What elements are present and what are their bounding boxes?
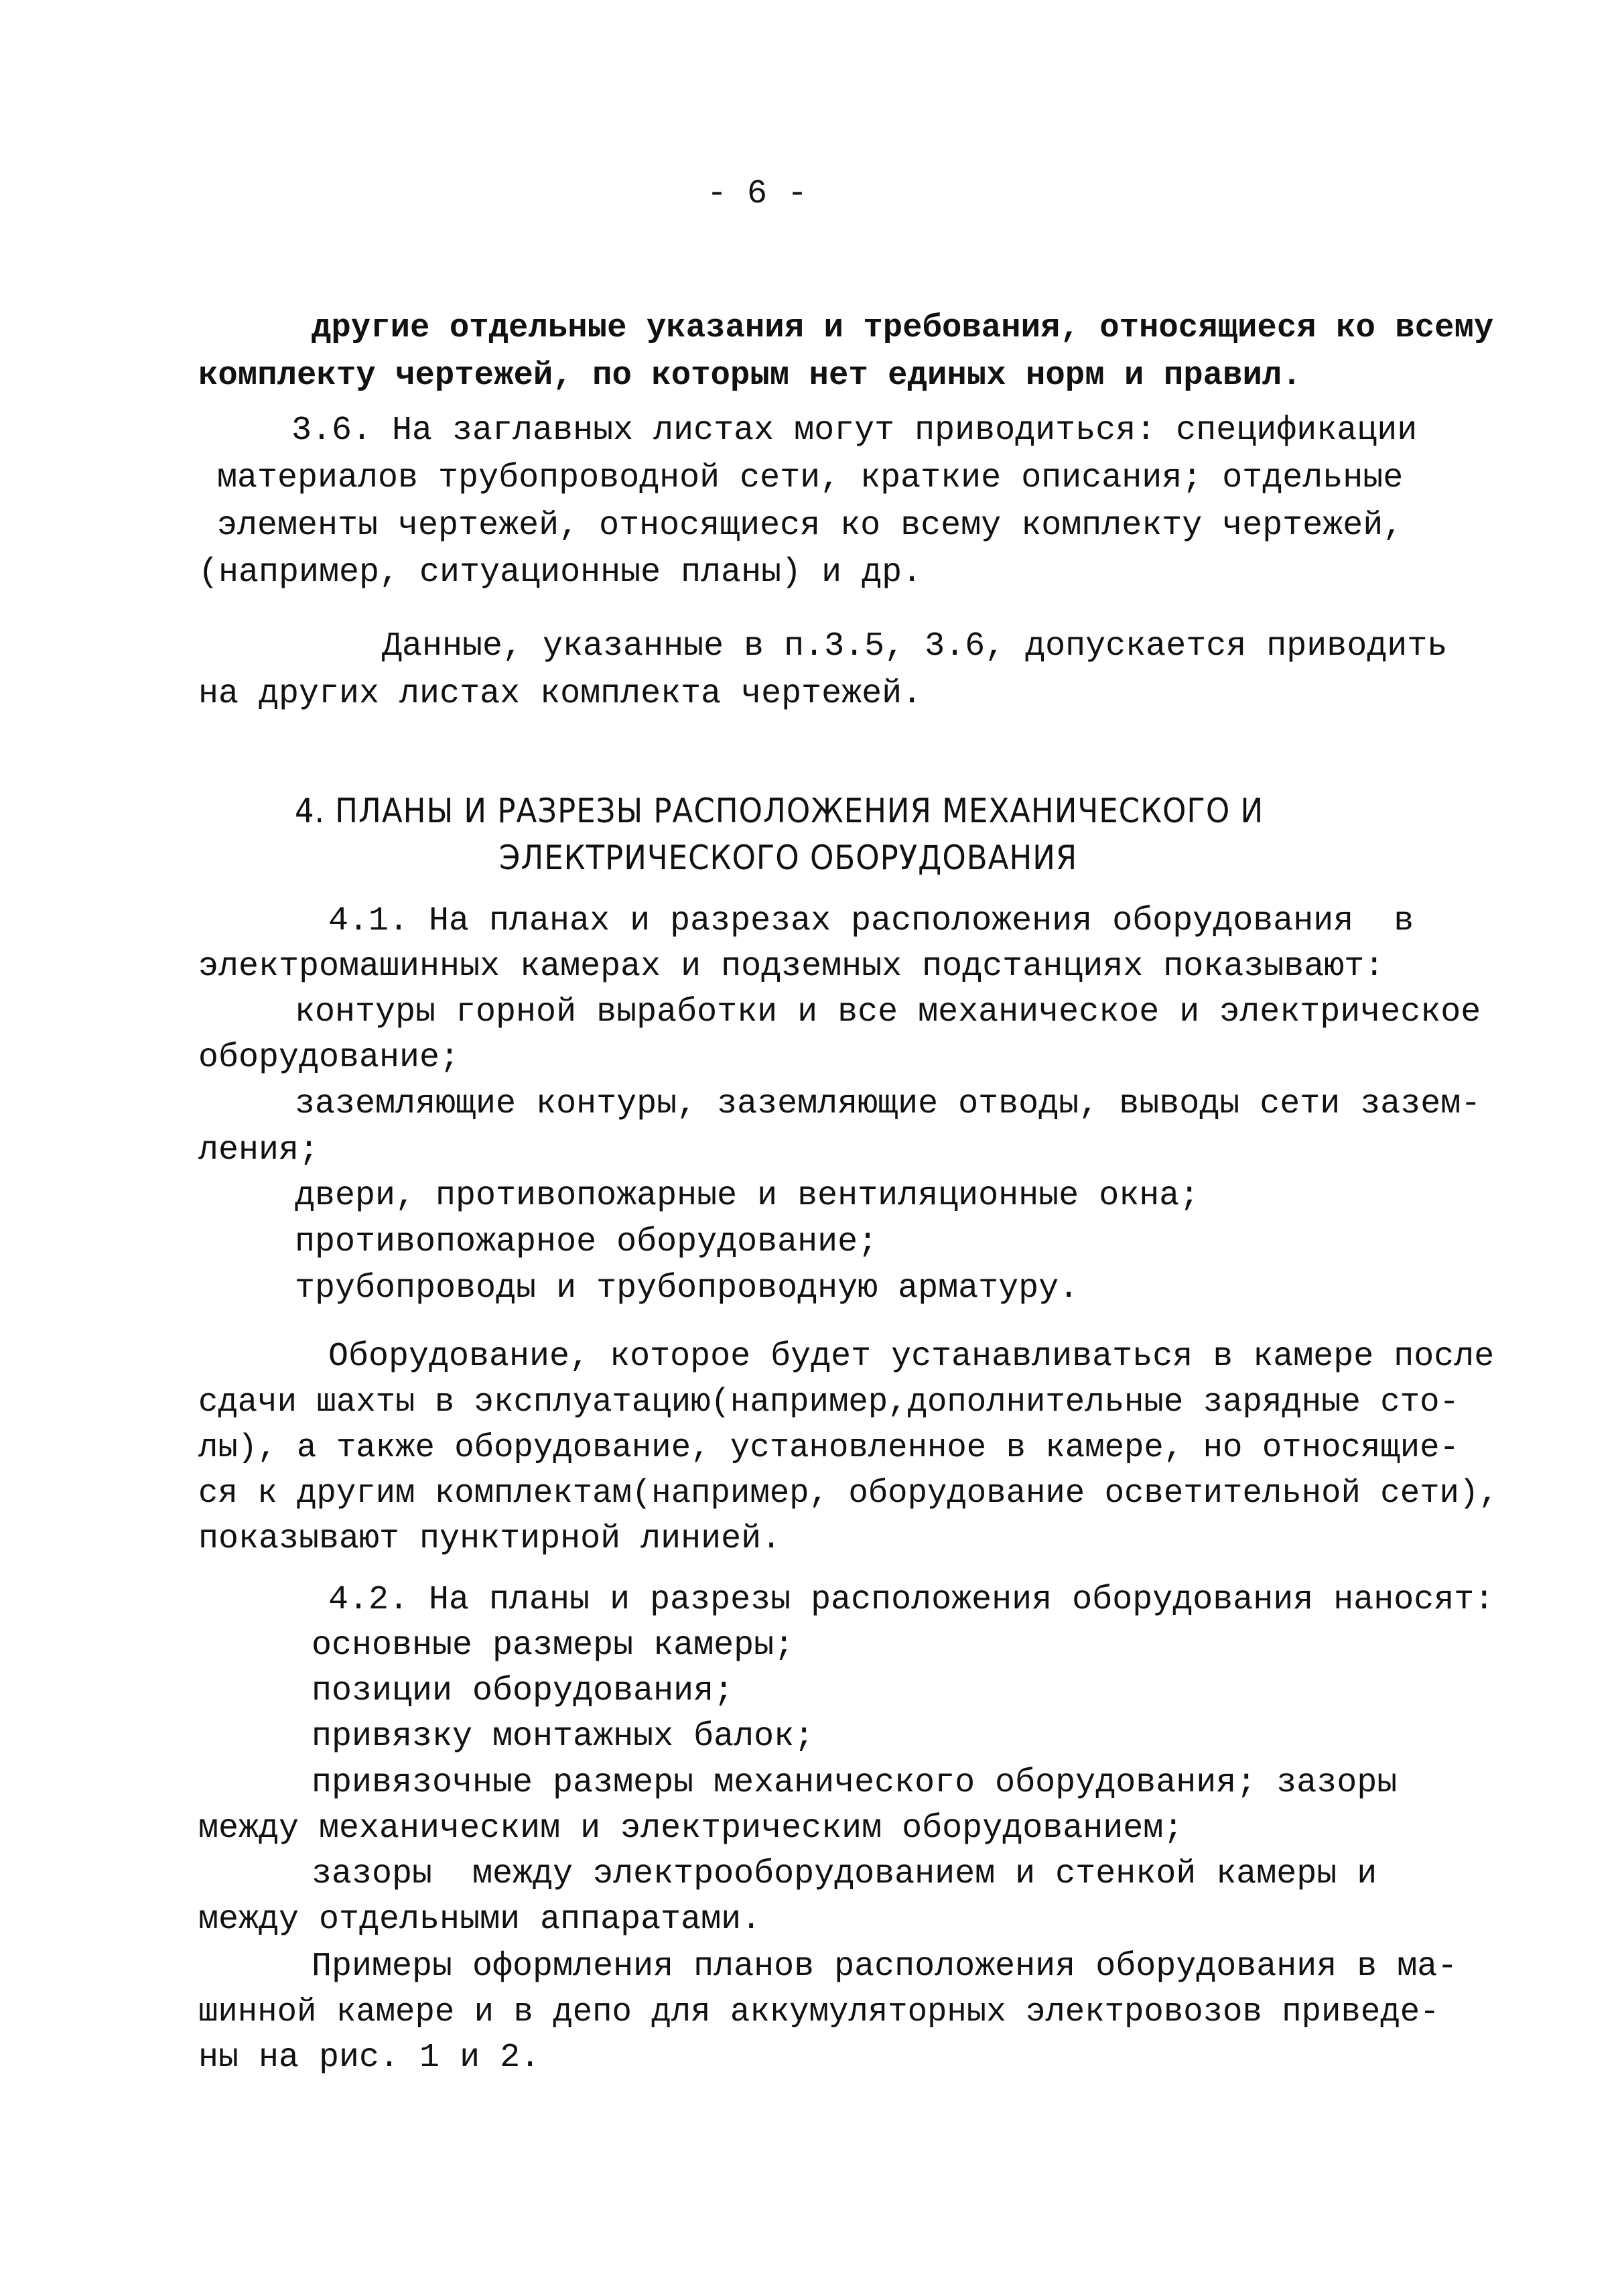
paragraph-examples-line: ны на рис. 1 и 2.	[198, 2039, 541, 2077]
paragraph-3-6-line: 3.6. На заглавных листах могут приводиться: спецификации	[291, 411, 1418, 450]
page-number: - 6 -	[707, 175, 808, 213]
paragraph-equipment-line: показывают пунктирной линией.	[198, 1520, 782, 1558]
paragraph-4-2-line: 4.2. На планы и разрезы расположения оборудования наносят:	[328, 1581, 1495, 1619]
paragraph-4-1-line: двери, противопожарные и вентиляционные окна;	[295, 1177, 1200, 1215]
paragraph-4-1-line: 4.1. На планах и разрезах расположения оборудования в	[328, 902, 1414, 940]
paragraph-data-line: Данные, указанные в п.3.5, 3.6, допускается приводить	[382, 627, 1448, 665]
paragraph-4-2-line: позиции оборудования;	[312, 1672, 734, 1710]
paragraph-4-2-line: привязку монтажных балок;	[312, 1718, 815, 1756]
paragraph-4-2-line: основные размеры камеры;	[312, 1627, 795, 1665]
paragraph-top-line: другие отдельные указания и требования, относящиеся ко всему	[312, 309, 1494, 346]
section-4-heading: ЭЛЕКТРИЧЕСКОГО ОБОРУДОВАНИЯ	[499, 838, 1078, 877]
paragraph-4-1-line: электромашинных камерах и подземных подстанциях показывают:	[198, 948, 1385, 986]
paragraph-4-1-line: заземляющие контуры, заземляющие отводы, выводы сети зазем-	[295, 1085, 1481, 1123]
paragraph-3-6-line: материалов трубопроводной сети, краткие описания; отдельные	[217, 459, 1404, 497]
paragraph-4-1-line: противопожарное оборудование;	[295, 1223, 878, 1261]
paragraph-examples-line: Примеры оформления планов расположения оборудования в ма-	[312, 1948, 1458, 1986]
paragraph-equipment-line: лы), а также оборудование, установленное в камере, но относящие-	[198, 1429, 1459, 1466]
paragraph-4-2-line: между отдельными аппаратами.	[198, 1901, 762, 1939]
paragraph-data-line: на других листах комплекта чертежей.	[198, 675, 923, 713]
paragraph-3-6-line: (например, ситуационные планы) и др.	[198, 554, 923, 592]
paragraph-equipment-line: сдачи шахты в эксплуатацию(например,дополнительные зарядные сто-	[198, 1383, 1459, 1421]
paragraph-4-2-line: между механическим и электрическим оборудованием;	[198, 1809, 1184, 1848]
paragraph-4-2-line: зазоры между электрооборудованием и стенкой камеры и	[312, 1855, 1377, 1893]
paragraph-3-6-line: элементы чертежей, относящиеся ко всему комплекту чертежей,	[217, 507, 1404, 545]
paragraph-4-1-line: контуры горной выработки и все механическое и электрическое	[295, 993, 1481, 1031]
paragraph-4-1-line: оборудование;	[198, 1039, 460, 1077]
paragraph-4-1-line: ления;	[198, 1131, 320, 1169]
paragraph-equipment-line: Оборудование, которое будет устанавливаться в камере после	[328, 1338, 1495, 1376]
paragraph-examples-line: шинной камере и в депо для аккумуляторных электровозов приведе-	[198, 1993, 1440, 2031]
paragraph-4-2-line: привязочные размеры механического оборудования; зазоры	[312, 1764, 1398, 1802]
paragraph-equipment-line: ся к другим комплектам(например, оборудование осветительной сети),	[198, 1474, 1499, 1512]
paragraph-top-line: комплекту чертежей, по которым нет единых норм и правил.	[198, 357, 1302, 394]
section-4-heading: 4. ПЛАНЫ И РАЗРЕЗЫ РАСПОЛОЖЕНИЯ МЕХАНИЧЕСКОГО И	[295, 791, 1264, 830]
paragraph-4-1-line: трубопроводы и трубопроводную арматуру.	[295, 1269, 1079, 1308]
